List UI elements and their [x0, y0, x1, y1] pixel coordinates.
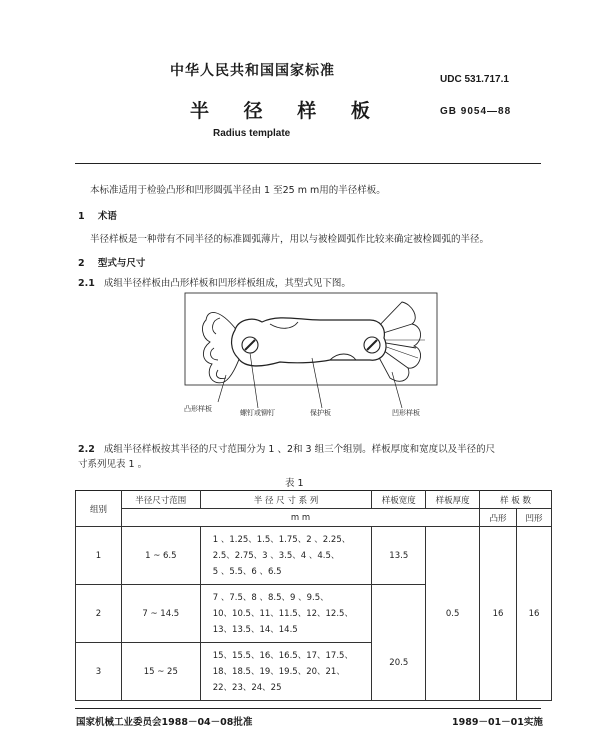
row3-group: 3 [76, 643, 122, 701]
row1-group: 1 [76, 527, 122, 585]
header-width: 样板宽度 [372, 491, 426, 509]
label-guard: 保护板 [310, 409, 331, 417]
radius-table [75, 490, 552, 701]
header-rule [75, 163, 541, 164]
table-row [76, 527, 552, 585]
row1-series: 1 、1.25、1.5、1.75、2 、2.25、 2.5、2.75、3 、3.5、4 、4.5、 5 、5.5、6 、6.5 [200, 527, 372, 585]
section-1-heading [78, 208, 117, 222]
template-diagram [180, 290, 440, 422]
section-title: 型式与尺寸 [97, 258, 146, 269]
header-series: 半 径 尺 寸 系 列 [200, 491, 372, 509]
label-screw: 螺钉或铆钉 [240, 409, 275, 417]
section-number: 1 [78, 211, 85, 222]
gb-number: GB 9054—88 [440, 106, 512, 117]
row2-range: 7 ~ 14.5 [121, 585, 200, 643]
section-number: 2.2 [78, 444, 95, 455]
section-2-2 [78, 443, 495, 457]
width-20: 20.5 [372, 585, 426, 701]
standard-title: 中华人民共和国国家标准 [170, 63, 335, 79]
left-screw [242, 337, 258, 353]
header-range: 半径尺寸范围 [121, 491, 200, 509]
header-group: 组别 [76, 491, 122, 527]
label-concave: 凹形样板 [392, 409, 420, 417]
header-thickness: 样板厚度 [426, 491, 480, 509]
row1-width: 13.5 [372, 527, 426, 585]
thickness-value: 0.5 [426, 527, 480, 701]
section-2-1 [78, 277, 351, 291]
section-number: 2.1 [78, 278, 95, 289]
header-concave: 凹形 [517, 509, 552, 527]
header-convex: 凸形 [480, 509, 517, 527]
footer-rule [75, 708, 541, 709]
row2-group: 2 [76, 585, 122, 643]
approval-line: 国家机械工业委员会1988－04－08批准 [76, 717, 253, 728]
row3-range: 15 ~ 25 [121, 643, 200, 701]
concave-count: 16 [517, 527, 552, 701]
row1-range: 1 ~ 6.5 [121, 527, 200, 585]
udc-code: UDC 531.717.1 [440, 74, 509, 85]
effective-date: 1989－01－01实施 [452, 717, 543, 728]
section-1-text: 半径样板是一种带有不同半径的标准圆弧薄片，用以与被检圆弧作比较来确定被检圆弧的半径。 [90, 234, 490, 245]
section-2-2-continued: 寸系列见表 1 。 [78, 459, 148, 470]
intro-paragraph: 本标准适用于检验凸形和凹形圆弧半径由 1 至25 m m用的半径样板。 [90, 185, 386, 196]
row3-series: 15、15.5、16、16.5、17、17.5、 18、18.5、19、19.5、20、21、 22、23、24、25 [200, 643, 372, 701]
right-screw [364, 337, 380, 353]
section-text-line1: 成组半径样板按其半径的尺寸范围分为 1 、2和 3 组三个组别。样板厚度和宽度以及半径的尺 [103, 444, 496, 455]
header-count: 样 板 数 [480, 491, 552, 509]
document-title: 半 径 样 板 [190, 100, 384, 122]
label-convex: 凸形样板 [184, 405, 212, 413]
section-2-heading [78, 255, 145, 269]
row2-series: 7 、7.5、8 、8.5、9 、9.5、 10、10.5、11、11.5、12、12.5、 13、13.5、14、14.5 [200, 585, 372, 643]
english-title: Radius template [213, 128, 291, 139]
table-caption: 表 1 [285, 478, 304, 489]
header-unit: m m [121, 509, 479, 527]
section-number: 2 [78, 258, 85, 269]
section-text: 成组半径样板由凸形样板和凹形样板组成，其型式见下图。 [103, 278, 351, 289]
section-title: 术语 [97, 211, 117, 222]
convex-count: 16 [480, 527, 517, 701]
